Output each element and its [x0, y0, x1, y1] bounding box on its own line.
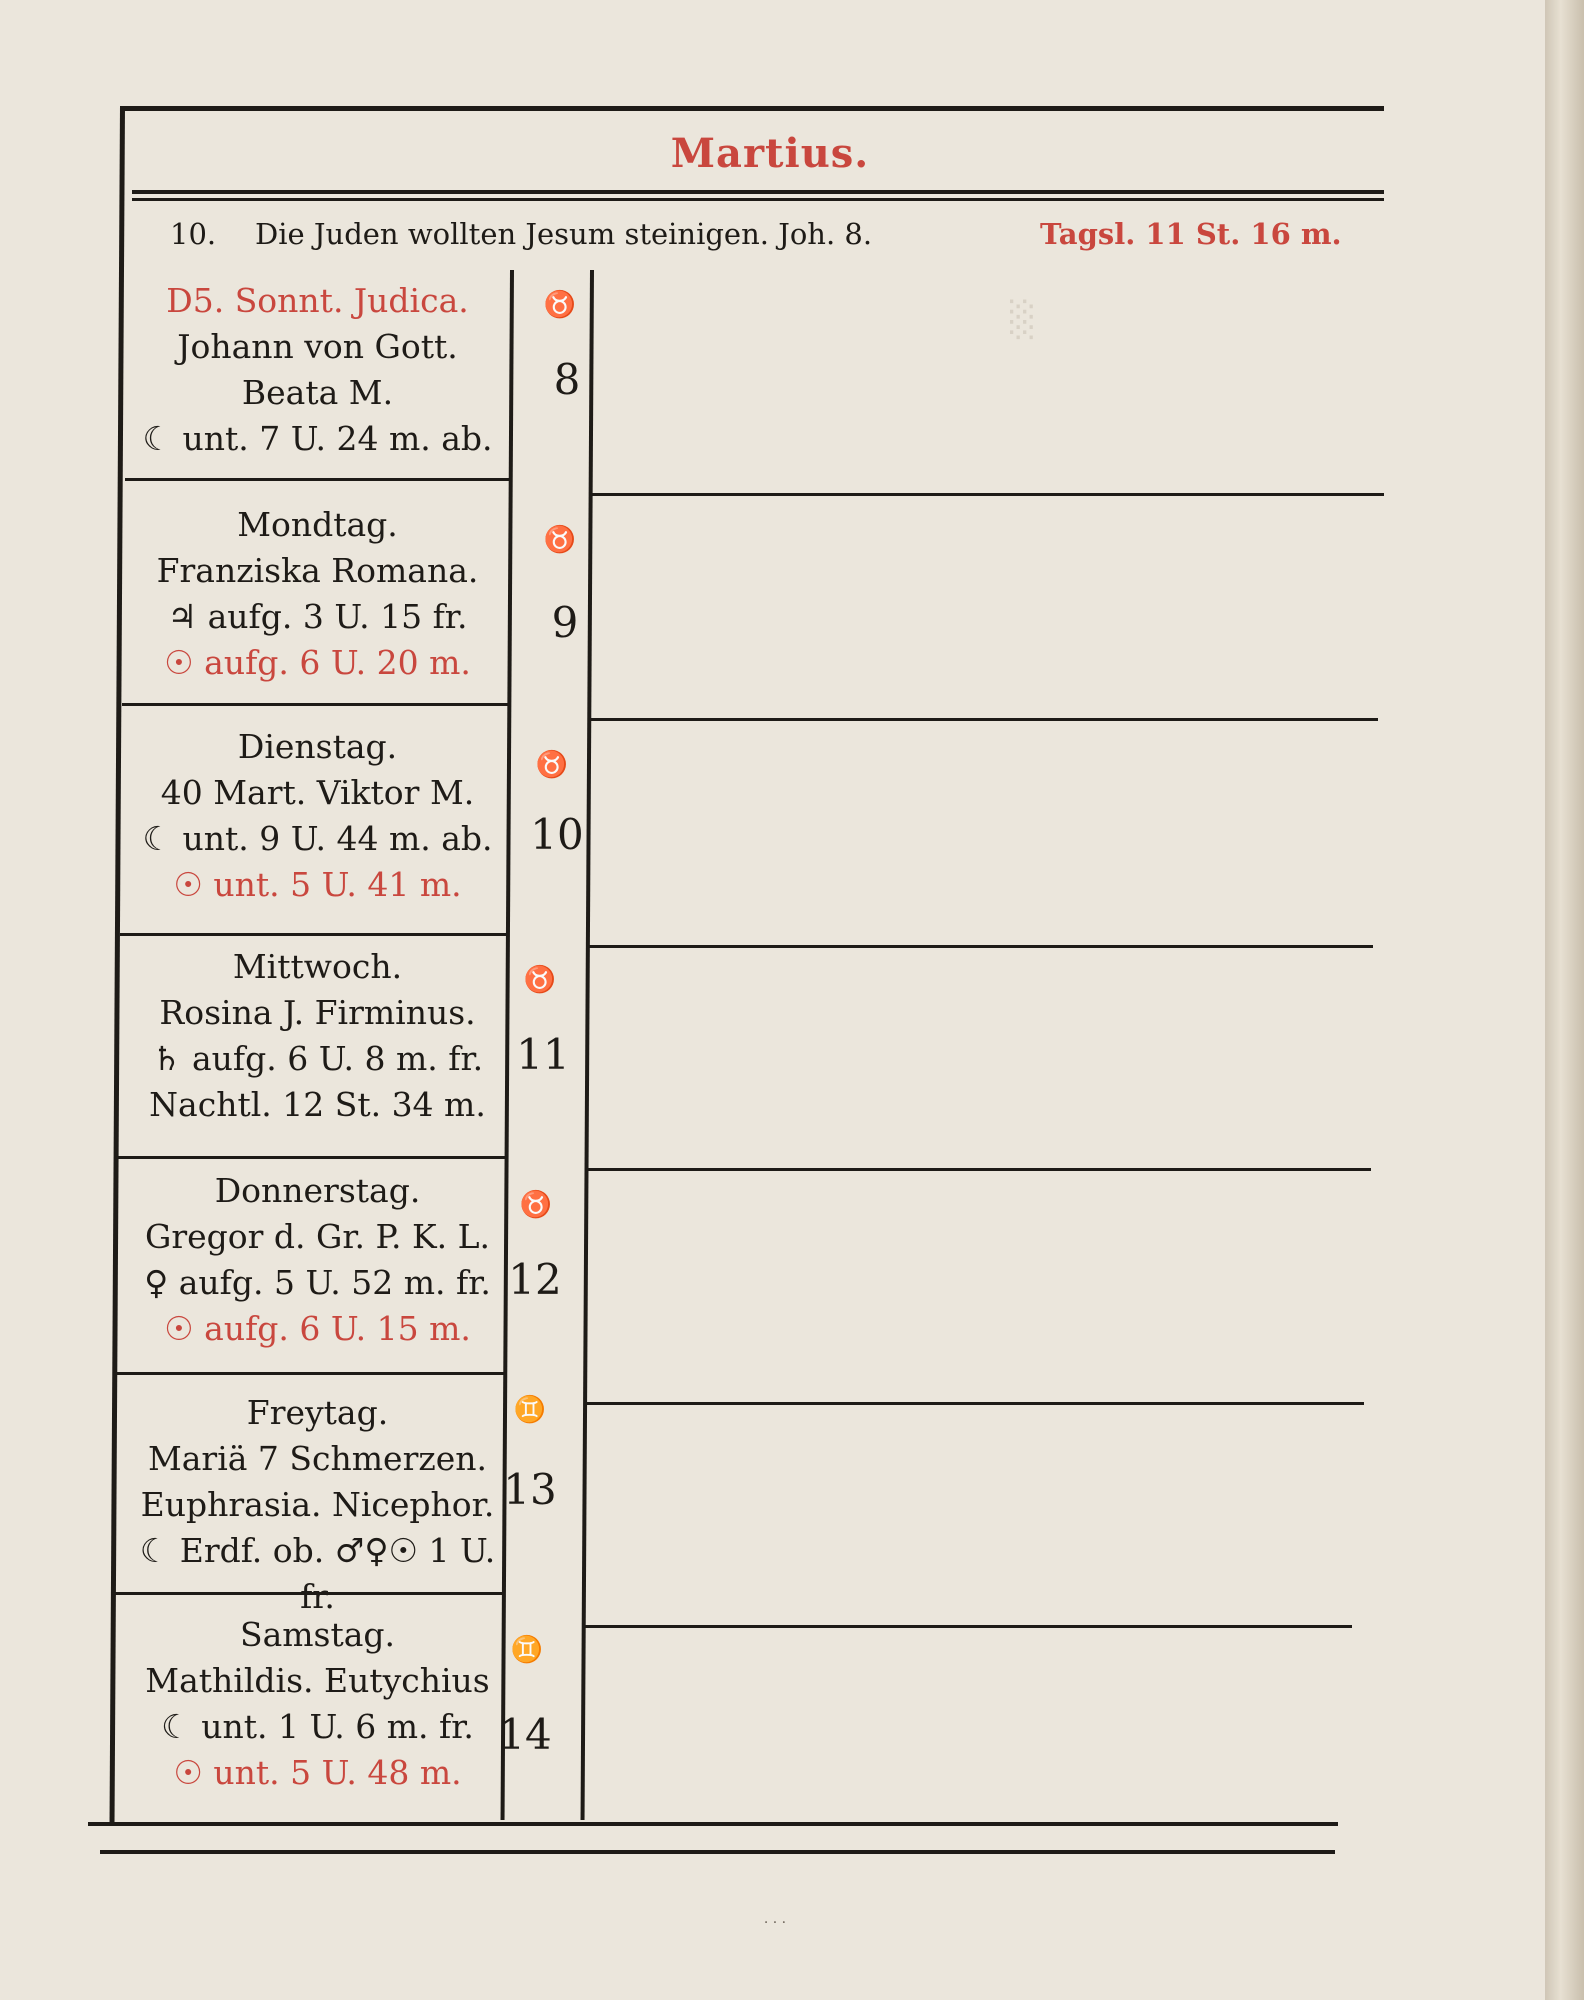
day-entry: [120, 502, 515, 686]
row-rule: [588, 945, 1373, 948]
day-line: D5. Sonnt. Judica.: [166, 281, 469, 320]
week-header: [130, 217, 1370, 261]
zodiac-sign: ♉: [523, 965, 557, 995]
row-rule: [118, 1156, 506, 1159]
day-line: ♃ aufg. 3 U. 15 fr.: [167, 597, 468, 636]
day-line: Samstag.: [239, 1615, 396, 1654]
day-entry: [120, 1612, 515, 1796]
day-line: ♀ aufg. 5 U. 52 m. fr.: [144, 1263, 491, 1302]
row-rule: [120, 933, 508, 936]
gospel-reading: Die Juden wollten Jesum steinigen. Joh. 8.: [255, 217, 873, 251]
day-entry: [120, 1168, 515, 1352]
day-entry: [120, 278, 515, 462]
day-line: ☾ unt. 9 U. 44 m. ab.: [142, 819, 493, 858]
zodiac-sign: ♊: [513, 1395, 547, 1425]
day-line: Donnerstag.: [214, 1171, 421, 1210]
column-rule-right: [581, 270, 594, 1820]
day-date: 8: [553, 355, 581, 404]
month-title: Martius.: [670, 130, 870, 177]
header-rule-2: [132, 198, 1384, 201]
row-rule: [116, 1372, 506, 1375]
frame-bottom-rule: [88, 1822, 1338, 1826]
row-rule: [592, 493, 1384, 496]
day-date: 11: [516, 1030, 570, 1079]
page-mark: · · ·: [763, 1915, 787, 1931]
row-rule: [122, 703, 510, 706]
header-rule: [132, 190, 1384, 194]
day-line: Dienstag.: [237, 727, 398, 766]
row-rule: [582, 1625, 1352, 1628]
day-line: ☉ aufg. 6 U. 20 m.: [164, 643, 471, 682]
day-entry: [120, 724, 515, 908]
day-line: 40 Mart. Viktor M.: [160, 773, 475, 812]
day-line: ☾ unt. 1 U. 6 m. fr.: [161, 1707, 474, 1746]
day-line: ☉ aufg. 6 U. 15 m.: [164, 1309, 471, 1348]
week-number: 10.: [170, 217, 217, 251]
day-entry: [120, 1390, 515, 1620]
day-line: Johann von Gott.: [177, 327, 458, 366]
zodiac-sign: ♉: [543, 290, 577, 320]
day-date: 14: [498, 1710, 552, 1759]
row-rule: [586, 1168, 1371, 1171]
day-entry: [120, 944, 515, 1128]
day-date: 13: [503, 1465, 557, 1514]
row-rule: [590, 718, 1378, 721]
zodiac-sign: ♊: [510, 1635, 544, 1665]
row-rule: [584, 1402, 1364, 1405]
day-line: ♄ aufg. 6 U. 8 m. fr.: [151, 1039, 484, 1078]
day-line: ☾ Erdf. ob. ♂♀☉ 1 U. fr.: [139, 1531, 496, 1616]
day-line: Nachtl. 12 St. 34 m.: [149, 1085, 486, 1124]
day-line: Euphrasia. Nicephor.: [140, 1485, 495, 1524]
zodiac-sign: ♉: [543, 525, 577, 555]
day-line: Mariä 7 Schmerzen.: [147, 1439, 488, 1478]
day-line: Franziska Romana.: [156, 551, 479, 590]
day-line: ☉ unt. 5 U. 48 m.: [173, 1753, 462, 1792]
day-line: ☾ unt. 7 U. 24 m. ab.: [142, 419, 493, 458]
show-through: ░: [1010, 300, 1037, 340]
row-rule: [125, 478, 510, 481]
day-line: Mittwoch.: [232, 947, 403, 986]
frame-bottom-rule-2: [100, 1850, 1335, 1854]
day-line: Mondtag.: [237, 505, 398, 544]
zodiac-sign: ♉: [535, 750, 569, 780]
day-date: 12: [508, 1255, 562, 1304]
day-line: Beata M.: [241, 373, 394, 412]
day-length: Tagsl. 11 St. 16 m.: [1040, 217, 1342, 251]
day-date: 9: [551, 598, 579, 647]
day-line: Freytag.: [246, 1393, 389, 1432]
frame-top-rule: [122, 106, 1384, 111]
day-line: Rosina J. Firminus.: [159, 993, 476, 1032]
day-date: 10: [530, 810, 584, 859]
day-line: Gregor d. Gr. P. K. L.: [144, 1217, 491, 1256]
zodiac-sign: ♉: [519, 1190, 553, 1220]
day-line: Mathildis. Eutychius: [145, 1661, 490, 1700]
day-line: ☉ unt. 5 U. 41 m.: [173, 865, 462, 904]
book-gutter: [1545, 0, 1584, 2000]
